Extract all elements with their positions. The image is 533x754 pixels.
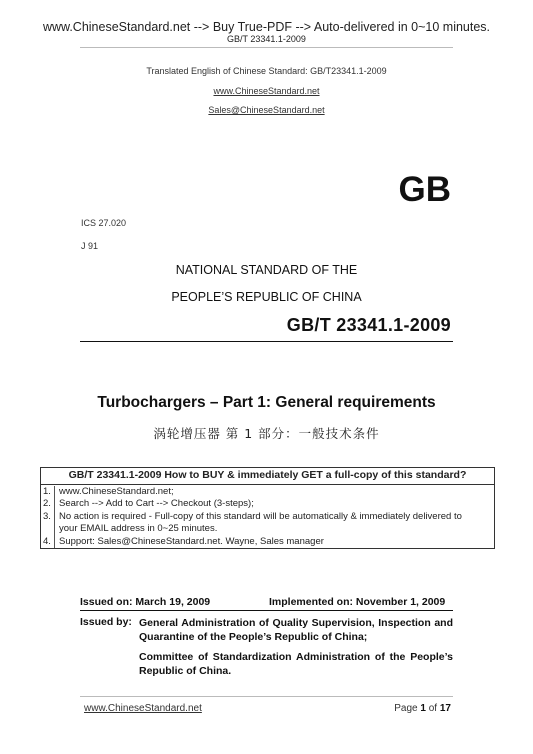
total-pages: 17 <box>439 703 451 714</box>
header-promo-line: www.ChineseStandard.net --> Buy True-PDF --> Auto-delivered in 0~10 minutes. <box>42 20 491 34</box>
list-item <box>41 536 494 548</box>
list-item <box>41 511 494 536</box>
step-number: 4. <box>43 535 51 547</box>
website-link[interactable]: www.ChineseStandard.net <box>213 86 320 96</box>
ccs-code: J 91 <box>81 241 99 251</box>
list-item <box>41 486 494 498</box>
buy-box-divider <box>41 484 494 485</box>
step-text: Search --> Add to Cart --> Checkout (3-steps); <box>59 498 254 510</box>
issuer-sac: Committee of Standardization Administration of the People’s Republic of China. <box>139 651 453 677</box>
step-number: 3. <box>43 510 51 522</box>
buy-instructions-box <box>40 467 495 549</box>
list-item <box>41 498 494 510</box>
header-standard-number: GB/T 23341.1-2009 <box>227 34 306 44</box>
step-text-continued: your EMAIL address in 0~25 minutes. <box>59 523 218 535</box>
title-chinese: 涡轮增压器 第 1 部分：一般技术条件 <box>153 426 380 441</box>
standard-number: GB/T 23341.1-2009 <box>286 315 451 335</box>
national-standard-line2: PEOPLE’S REPUBLIC OF CHINA <box>171 290 362 304</box>
title-english: Turbochargers – Part 1: General requirements <box>97 394 436 411</box>
footer-website-link[interactable]: www.ChineseStandard.net <box>84 703 202 714</box>
gb-logo: GB <box>398 170 451 209</box>
step-text: No action is required - Full-copy of this standard will be automatically & immediately delivered to <box>59 510 462 522</box>
footer-divider <box>80 696 453 697</box>
buy-box-title: GB/T 23341.1-2009 How to BUY & immediately GET a full-copy of this standard? <box>68 469 467 481</box>
page-indicator: Page 1 of 17 <box>394 703 451 714</box>
step-number: 1. <box>43 486 51 497</box>
issue-divider <box>80 610 453 611</box>
national-standard-line1: NATIONAL STANDARD OF THE <box>175 263 358 277</box>
title-divider <box>80 341 453 342</box>
issued-on-date: Issued on: March 19, 2009 <box>80 596 211 608</box>
ics-code: ICS 27.020 <box>81 218 127 228</box>
current-page: 1 <box>420 703 426 714</box>
step-text[interactable]: www.ChineseStandard.net; <box>59 486 174 497</box>
issued-by-label: Issued by: <box>80 616 132 628</box>
email-link[interactable]: Sales@ChineseStandard.net <box>208 105 325 115</box>
implemented-on-date: Implemented on: November 1, 2009 <box>269 596 446 608</box>
translated-note: Translated English of Chinese Standard: GB/T23341.1-2009 <box>146 66 387 76</box>
step-number: 2. <box>43 498 51 510</box>
buy-steps-list <box>41 486 494 548</box>
step-text: Support: Sales@ChineseStandard.net. Wayne, Sales manager <box>59 535 324 547</box>
header-divider <box>80 47 453 48</box>
issuer-aqsiq: General Administration of Quality Supervision, Inspection and Quarantine of the People’s Republic of China; <box>139 617 453 643</box>
